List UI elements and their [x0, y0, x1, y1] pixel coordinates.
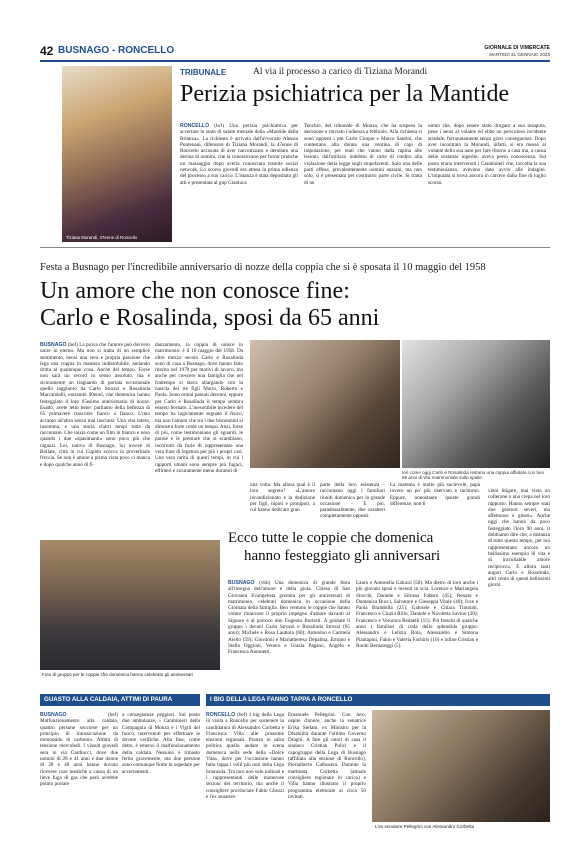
tribunale-col-1: [180, 123, 298, 186]
lega-col-2: Emanuele Pellegrini. Con loro, ospite d'onore, anche la senatrice Erika Stefani, ex Ministro per la Disabilità durante l'ultimo Governo Draghi. A fare gli onori di casa il sindaco Cristian Pulici e il capogruppo della Lega di Busnago (affiliata alla sezione di Roncello), Pierialberto Galbusera. Durante la mattinata Corbetta (attuale consigliere regionale in carica) e Villa hanno illustrato il proprio programma elettorale ai circa 50 invitati.: [288, 712, 366, 800]
tribunale-col-3: uomo che, dopo essere stato drogato a sua insaputa, pene i sensi al volante ed ebbe un pericoloso incidente stradale, fortunatamente senza gravi conseguenze. Dopo aver incontrato la Morandi, infatti, si era messo al volante della sua auto per fare ritorno a casa ma, a causa delle sostanze ingerite, aveva perso conoscenza. Sul posto erano intervenuti i Carabinieri che, raccolta la sua testimonianza, avevano dato avvio alle indagini. L'imputata si trova ancora in carcere dalla fine di luglio scorso.: [428, 123, 546, 186]
lega-byline: (bef): [237, 712, 248, 718]
main-story-kicker: Festa a Busnago per l'incredibile anniversario di nozze della coppia che si è sposata il 10 maggio del 1958: [40, 262, 486, 273]
page-number: 42: [40, 44, 54, 58]
tribunale-lead: RONCELLO: [180, 123, 210, 129]
lega-col-1-text: I big della Lega in visita a Roncello per sostenere la candidatura di Alessandro Corbetta e Francesca Villa alle prossime elezioni regionali. Pranzo in salsa politica quello andato in scena domenica nella sede della «Dolce Vita», dove per l'occasione hanno fatto tappa i volti più noti della Lega brianzola. Tra loro non solo indicati e i rappresentanti delle numerose sezioni del territorio, ma anche il consigliere provinciale Fabio Ghezzi e l'ex senatore: [206, 712, 284, 800]
morandi-photo: [62, 66, 172, 242]
page-header: [40, 44, 550, 58]
lega-col-1: [206, 712, 284, 800]
couple-photo-caption: Ieri come oggi Carlo e Rosalinda restano una coppia affiatata con ben 65 anni di vita matrimoniale sulle spalle: [402, 470, 545, 480]
main-story-title-line-1: Un amore che non conosce fine:: [40, 278, 350, 304]
wedding-photo: [402, 340, 550, 468]
couple-now-photo: [250, 340, 400, 468]
main-story-right-col: vieni litigare, mai visto un collerone o una crepa nel loro rapporto. Hanno sempre stati due genitori severi, ma affettuoso e giusti». Anche oggi che hanno da poco festeggiato l'loro 90 anni, il dobbiamo dire che, a distanza di tutto questo tempo, per noi rappresentano ancora un bellissimo esempio di vita e di incrollabile amore reciproco». E allora tanti auguri Carlo e Rosalinda, altri cento di questi bellissimi giorni.: [488, 488, 550, 589]
caldaia-banner: [40, 694, 200, 706]
tribunale-title: Perizia psichiatrica per la Mantide: [180, 81, 510, 107]
anniversary-col-2: Lauro e Antonella Galuzzi (50). Ma dietro di loro anche i più giovani sposi e recenti in scia. Lorenzo e Mariangela Stucchi, Daniele e Silvana Fabbro (45); Renato e Domenica Bucci, Salvatore e Giuseppa Vitale (40); Ivan e Paola Brambilla (25); Gabriele e Chiara Timolati, Francesco e Cinzia Rillo, Daniele e Nicoletta Savino (20); Francesco e Veronica Redaelli (15). Più freschi di qualche anno i familiari di coda dello splendido gruppo: Alessandro e Letizia Rota, Alessandro e Simona Piantapini, Fabio e Valeria Fachiris (10) e infine Cristian e Roohi Bernareggi (5).: [356, 580, 478, 649]
caldaia-banner-text: GUASTO ALLA CALDAIA, ATTIMI DI PAURA: [44, 696, 173, 703]
caldaia-lead: BUSNAGO: [40, 712, 67, 718]
group-photo-caption: Foto di gruppo per le coppie che domenica hanno celebrato gli anniversari: [42, 672, 193, 677]
section-name: BUSNAGO - RONCELLO: [58, 45, 175, 56]
tribunale-byline: (bcl): [214, 123, 225, 129]
anniversary-title-line-2: hanno festeggiato gli anniversari: [244, 548, 441, 564]
main-story-byline: (bef): [67, 342, 78, 348]
anniversary-byline: (vbb): [259, 580, 271, 586]
morandi-photo-caption: Tiziana Morandi, 47enne di Roncello: [66, 235, 138, 240]
main-story-col-1-text: La prova che l'amore può davvero unire in eterno. Ma non si tratta di un semplice sentimento, bensì una vera e propria passione che lega una coppia in maniera indissolubile, andando dritta al qualunque cosa. Anche del tempo. Forse non sarà un record in senso assoluto, ma è sicuramente un traguardo di portata eccezionale quello raggiunto da Carlo Strozzi e Rosalinda Marcandalli, entrambi 90enni, che domenica hanno festeggiato il loro 65esimo anniversario di nozze. Esatto, avete letto bene: parliamo della bellezza di 65 primavere trascorse fianco a fianco. L'uno accanto all'altra senza mai lasciarsi. Una vita intera, insomma, e una storia d'altri tempi tutta da raccontare. Che inizia come un film in bianco e nero quando i due «spasimanti» sono poco più che ragazzi. Lei, nativa di Busnago, lui invece di Bollate, città in cui Cupido scocca la proverbiale freccia. Se non è amore a prima vista poco ci manca e dopo qualche anno di fi-: [40, 342, 150, 468]
caldaia-col-2: a conseguenze peggiori. Sul posto due ambulanze, i Carabinieri della Compagnia di Monza e i Vigili del fuoco, intervenuti per effettuare le dovute verifiche. Alla fine, come detto, è emerso il malfunzionamento della caldaia. Nessuno è rimasto ferito gravemente, ma due persone sono comunque finite in ospedale per accertamenti.: [122, 712, 200, 775]
lega-photo: [372, 710, 550, 822]
main-story-col-3: una volta. Ma allora qual è il loro segreto? «L'amore incondizionato e la dedizione per figli, nipoti e pronipoti, a cui hanno dedicato gran: [250, 482, 315, 514]
lega-lead: RONCELLO: [206, 712, 236, 718]
tribunale-bottom-rule: [40, 247, 550, 248]
main-story-lead: BUSNAGO: [40, 342, 67, 348]
tribunale-col-1-text: Una perizia psichiatrica per accertare lo stato di salute mentale della «Mantide della Brianza». La richiesta è arrivata dall'avvocato Alessia Pontenani, difensore di Tiziana Morandi, la 47enne di Roncello accusata di aver narcotizzato e derubato una decina di uomini, che la conoscevano per fornir pratiche un massaggio dopo averla conosciuta tramite social network. Lo scorso giovedì era attesa la prima udienza del processo a suo carico. L'istanza è stata depositata gli atti e presentata al gup Gianluca: [180, 123, 299, 186]
main-story-col-5: La mamma è molto più socievole, papà invece un po' più riservato e taciturno. Eppure, nonostante queste grandi differenze, non li: [390, 482, 480, 507]
caldaia-col-1-text: Malfunzionamento alla caldaia, quattro persone soccorse per un principio di intossicazione da monossido di carbonio. Attimi di tensione mercoledì. I vissuti giovedì sera in via Cardiucci, dove due uomini di 28 e 41 anni e due donne di 28 e 48 anni hanno dovuto ricevere cure mediche a causa di un lieve fuga di gas che però avrebbe potuto portare: [40, 718, 118, 788]
anniversary-lead: BUSNAGO: [228, 580, 255, 586]
tribunale-article: [40, 66, 550, 244]
paper-name: GIORNALE DI VIMERCATE: [484, 45, 550, 51]
lega-banner: [206, 694, 550, 706]
anniversary-col-1-text: Una domenica di grande festa all'insegna dell'amore e della gioia. Chiesa di San Giovanni Evangelista gremita per gli anniversari di matrimonio, celebrati domenica in occasione della Giornata della famiglia. Ben ventuno le coppie che hanno voluto rinnovare il proprio impegno d'amore davanti al Signore e al parroco don Eugenio Bortotti. A guidare il gruppo i decani Carlo Strozzi e Rosalinda Strozzi (65 anni); Michele e Rosa Lauttola (60); Antonino e Carmela Aiello (59); Giovanni e Mariatheresa Depalma, Ermino e Stella Oggioni, Venero e Grazia Pagano, Angelo e Francesca Antonetti,: [228, 580, 351, 656]
caldaia-byline: (bef): [107, 712, 118, 718]
main-story-title-line-2: Carlo e Rosalinda, sposi da 65 anni: [40, 305, 380, 331]
main-story-col-2: danzamento, la coppia di unisce in matrimonio: è il 10 maggio del 1958. Da oltre mezzo secolo Carlo e Rosalinda sono di casa a Busnago, dove hanno fatto ritorno nel 1970 per motivi di lavoro, ma anche per crescere una famiglia che nel frattempo si stava allargando con la nascita dei tre figli Mario, Roberto e Paola. Sono ormai passati decenni, eppure per Carlo e Rosalinda il tempo sembra essersi fermato. L'inesorabile incedere del tempo ha logicamente segnato il fisico, ma non l'amore che tra i due bisnonnini si dimostra forte come un tempo. Anzi, forse di più, come testimoniano gli sguardi, le parole e le premure che si scambiano, incorrotti da furie di rappresentare una vera fune di legatura per più i propri cari. Una vera rarità di questi tempi, in cui i rapporti umani sono sempre più fugaci, effimeri e sicuramente meno duraturi di: [155, 342, 243, 474]
group-photo: [40, 540, 220, 670]
tribunale-col-2: Tenchio, del tribunale di Monza, che ha sospeso la decisione e rinviato l'udienza a febbraio. Alla richiesta si sono opposti i pm Carlo Cinque e Marco Santini, che contestano alla donna una ventina di capi di imputazione, per reati che vanno dalla rapina alle lesioni, dall'utilizzo indebito di carte di credito alla violazione della legge sugli stupefacenti. Solo una delle parti offese, prevalentemente uomini anziani, ma non solo, si è presentata per costituirsi parte civile. Si tratta di un: [304, 123, 422, 186]
caldaia-col-1: [40, 712, 118, 788]
main-story-col-4: parte della loro esistenza - raccontano oggi i familiari riuniti domenica per la grande occasione - E poi, paradossalmente, due caratteri completamente opposti.: [320, 482, 385, 520]
anniversary-title-line-1: Ecco tutte le coppie che domenica: [228, 530, 434, 546]
issue-date: MARTEDÌ 31 GENNAIO 2023: [489, 52, 550, 57]
tribunale-kicker: TRIBUNALE: [180, 68, 227, 77]
header-rule: [40, 60, 550, 62]
lega-banner-text: I BIG DELLA LEGA FANNO TAPPA A RONCELLO: [210, 696, 353, 703]
main-story-col-1: [40, 342, 150, 468]
tribunale-subtitle: Al via il processo a carico di Tiziana Morandi: [253, 67, 428, 77]
lega-photo-caption: L'ex senatore Pellegrini con Alessandro Corbetta: [375, 824, 475, 829]
anniversary-col-1: [228, 580, 350, 656]
